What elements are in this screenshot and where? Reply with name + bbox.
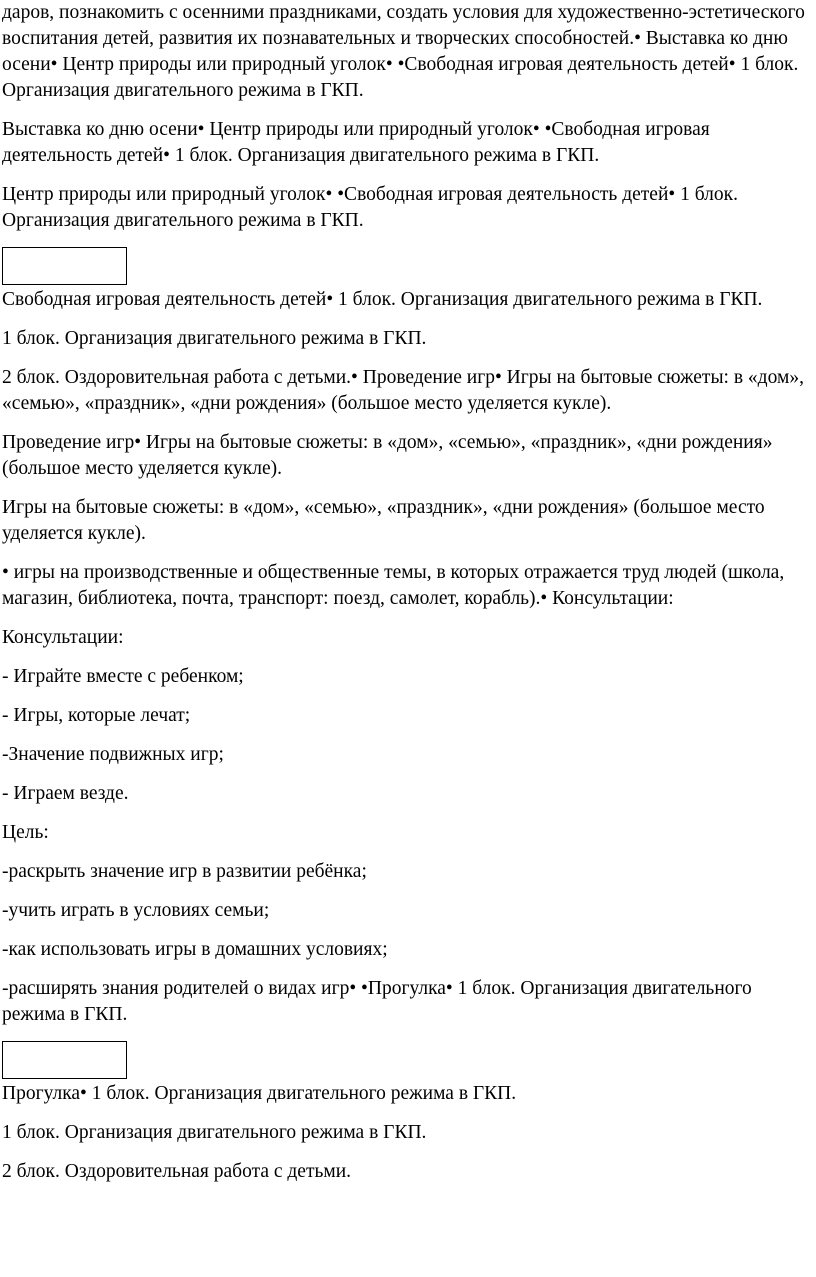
paragraph-block2-health-2: 2 блок. Оздоровительная работа с детьми. — [2, 1161, 352, 1182]
list-item-goal-teach: -учить играть в условиях семьи; — [2, 900, 270, 921]
list-item-goal-reveal: -раскрыть значение игр в развитии ребёнка; — [2, 861, 367, 882]
paragraph-intro: даров, познакомить с осенними праздниками, создать условия для художественно-эстетического воспитания детей, развития их познавательных и творческих способностей.• Выставка ко дню осени• Центр природы или природный уголок• •Свободная игровая деятельность детей• 1 блок. Организация двигательного режима в ГКП. — [2, 2, 805, 101]
image-placeholder-box-1 — [2, 247, 127, 285]
list-item-play-with-child: - Играйте вместе с ребенком; — [2, 666, 244, 687]
image-placeholder-box-2 — [2, 1041, 127, 1079]
list-item-outdoor-games: -Значение подвижных игр; — [2, 744, 224, 765]
paragraph-nature-center: Центр природы или природный уголок• •Свободная игровая деятельность детей• 1 блок. Организация двигательного режима в ГКП. — [2, 184, 738, 231]
paragraph-block2-health: 2 блок. Оздоровительная работа с детьми.• Проведение игр• Игры на бытовые сюжеты: в «дом», «семью», «праздник», «дни рождения» (большое место уделяется кукле). — [2, 367, 804, 414]
list-item-goal-home: -как использовать игры в домашних условиях; — [2, 939, 388, 960]
paragraph-conducting-games: Проведение игр• Игры на бытовые сюжеты: в «дом», «семью», «праздник», «дни рождения» (большое место уделяется кукле). — [2, 432, 773, 479]
list-item-goal-expand: -расширять знания родителей о видах игр• •Прогулка• 1 блок. Организация двигательного режима в ГКП. — [2, 978, 752, 1025]
paragraph-household-games: Игры на бытовые сюжеты: в «дом», «семью», «праздник», «дни рождения» (большое место уделяется кукле). — [2, 497, 765, 544]
paragraph-walk: Прогулка• 1 блок. Организация двигательного режима в ГКП. — [2, 1083, 517, 1104]
list-item-play-everywhere: - Играем везде. — [2, 783, 129, 804]
paragraph-block1-motor-2: 1 блок. Организация двигательного режима в ГКП. — [2, 1122, 427, 1143]
paragraph-goal-heading: Цель: — [2, 822, 49, 843]
paragraph-exhibition: Выставка ко дню осени• Центр природы или природный уголок• •Свободная игровая деятельность детей• 1 блок. Организация двигательного режима в ГКП. — [2, 119, 710, 166]
list-item-healing-games: - Игры, которые лечат; — [2, 705, 191, 726]
paragraph-free-play: Свободная игровая деятельность детей• 1 блок. Организация двигательного режима в ГКП. — [2, 289, 763, 310]
paragraph-industrial-games: • игры на производственные и общественные темы, в которых отражается труд людей (школа, магазин, библиотека, почта, транспорт: поезд, самолет, корабль).• Консультации: — [2, 562, 785, 609]
paragraph-consultations-heading: Консультации: — [2, 627, 124, 648]
paragraph-block1-motor: 1 блок. Организация двигательного режима в ГКП. — [2, 328, 427, 349]
